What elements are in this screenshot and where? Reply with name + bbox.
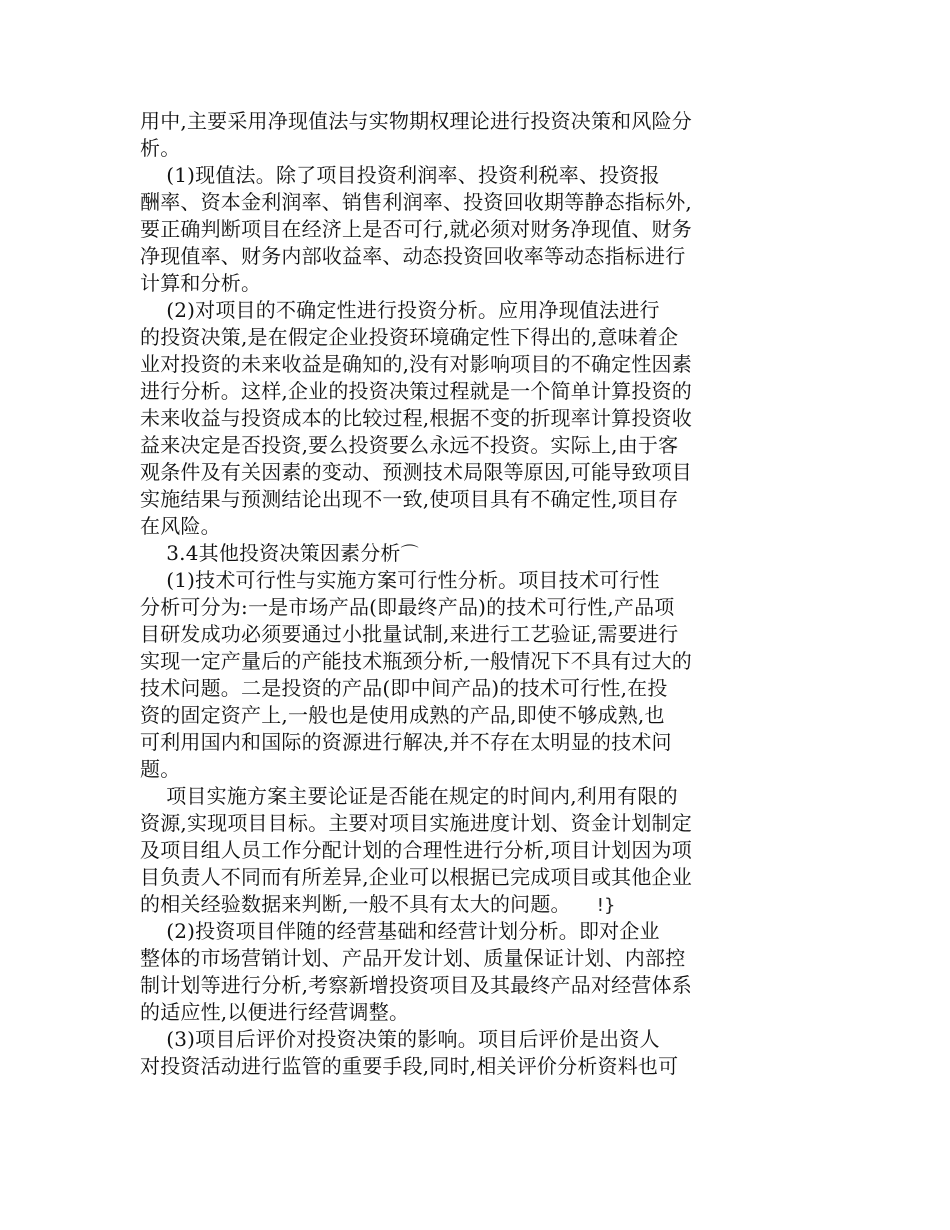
text-line: 的适应性,以便进行经营调整。 bbox=[140, 1000, 410, 1024]
text-line: (1)技术可行性与实施方案可行性分析。项目技术可行性 bbox=[140, 568, 660, 592]
text-line: 实现一定产量后的产能技术瓶颈分析,一般情况下不具有过大的 bbox=[140, 649, 692, 673]
text-line: 净现值率、财务内部收益率、动态投资回收率等动态指标进行 bbox=[140, 244, 686, 268]
section-heading bbox=[140, 540, 750, 567]
text-line: 目负责人不同而有所差异,企业可以根据已完成项目或其他企业 bbox=[140, 865, 692, 889]
text-line: 未来收益与投资成本的比较过程,根据不变的折现率计算投资收 bbox=[140, 406, 692, 430]
text-line: 分析可分为:一是市场产品(即最终产品)的技术可行性,产品项 bbox=[140, 595, 675, 619]
text-line: 在风险。 bbox=[140, 514, 221, 538]
text-line: 制计划等进行分析,考察新增投资项目及其最终产品对经营体系 bbox=[140, 973, 692, 997]
text-line: 目研发成功必须要通过小批量试制,来进行工艺验证,需要进行 bbox=[140, 622, 679, 646]
text-line: 观条件及有关因素的变动、预测技术局限等原因,可能导致项目 bbox=[140, 460, 692, 484]
text-line: (2)投资项目伴随的经营基础和经营计划分析。即对企业 bbox=[140, 919, 660, 943]
text-line: 业对投资的未来收益是确知的,没有对影响项目的不确定性因素 bbox=[140, 352, 692, 376]
stray-mark: !} bbox=[596, 895, 616, 916]
text-line: 技术问题。二是投资的产品(即中间产品)的技术可行性,在投 bbox=[140, 676, 668, 700]
text-line: 整体的市场营销计划、产品开发计划、质量保证计划、内部控 bbox=[140, 946, 686, 970]
text-line: 资的固定资产上,一般也是使用成熟的产品,即使不够成熟,也 bbox=[140, 703, 665, 727]
text-line: 要正确判断项目在经济上是否可行,就必须对财务净现值、财务 bbox=[140, 217, 692, 241]
text-line: 用中,主要采用净现值法与实物期权理论进行投资决策和风险分 bbox=[140, 109, 692, 133]
text-line: (3)项目后评价对投资决策的影响。项目后评价是出资人 bbox=[140, 1027, 660, 1051]
stray-mark: ⌒ bbox=[400, 544, 419, 565]
text-line: (2)对项目的不确定性进行投资分析。应用净现值法进行 bbox=[140, 298, 660, 322]
text-line: 实施结果与预测结论出现不一致,使项目具有不确定性,项目存 bbox=[140, 487, 679, 511]
text-line: 及项目组人员工作分配计划的合理性进行分析,项目计划因为项 bbox=[140, 838, 692, 862]
text-line: 进行分析。这样,企业的投资决策过程就是一个简单计算投资的 bbox=[140, 379, 692, 403]
text-line: 项目实施方案主要论证是否能在规定的时间内,利用有限的 bbox=[140, 784, 678, 808]
body-text bbox=[140, 108, 750, 1080]
text-line bbox=[140, 891, 750, 918]
text-line: 资源,实现项目目标。主要对项目实施进度计划、资金计划制定 bbox=[140, 811, 692, 835]
text-line: 题。 bbox=[140, 757, 181, 781]
text-line: 对投资活动进行监管的重要手段,同时,相关评价分析资料也可 bbox=[140, 1054, 679, 1078]
text-line: 可利用国内和国际的资源进行解决,并不存在太明显的技术问 bbox=[140, 730, 672, 754]
text-line: 益来决定是否投资,要么投资要么永远不投资。实际上,由于客 bbox=[140, 433, 679, 457]
section-heading-text: 3.4其他投资决策因素分析 bbox=[140, 541, 401, 565]
text-line-content: 的相关经验数据来判断,一般不具有太大的问题。 bbox=[140, 892, 571, 916]
text-line: 析。 bbox=[140, 136, 181, 160]
text-line: (1)现值法。除了项目投资利润率、投资利税率、投资报 bbox=[140, 163, 660, 187]
text-line: 的投资决策,是在假定企业投资环境确定性下得出的,意味着企 bbox=[140, 325, 679, 349]
text-line: 计算和分析。 bbox=[140, 271, 262, 295]
text-line: 酬率、资本金利润率、销售利润率、投资回收期等静态指标外, bbox=[140, 190, 692, 214]
